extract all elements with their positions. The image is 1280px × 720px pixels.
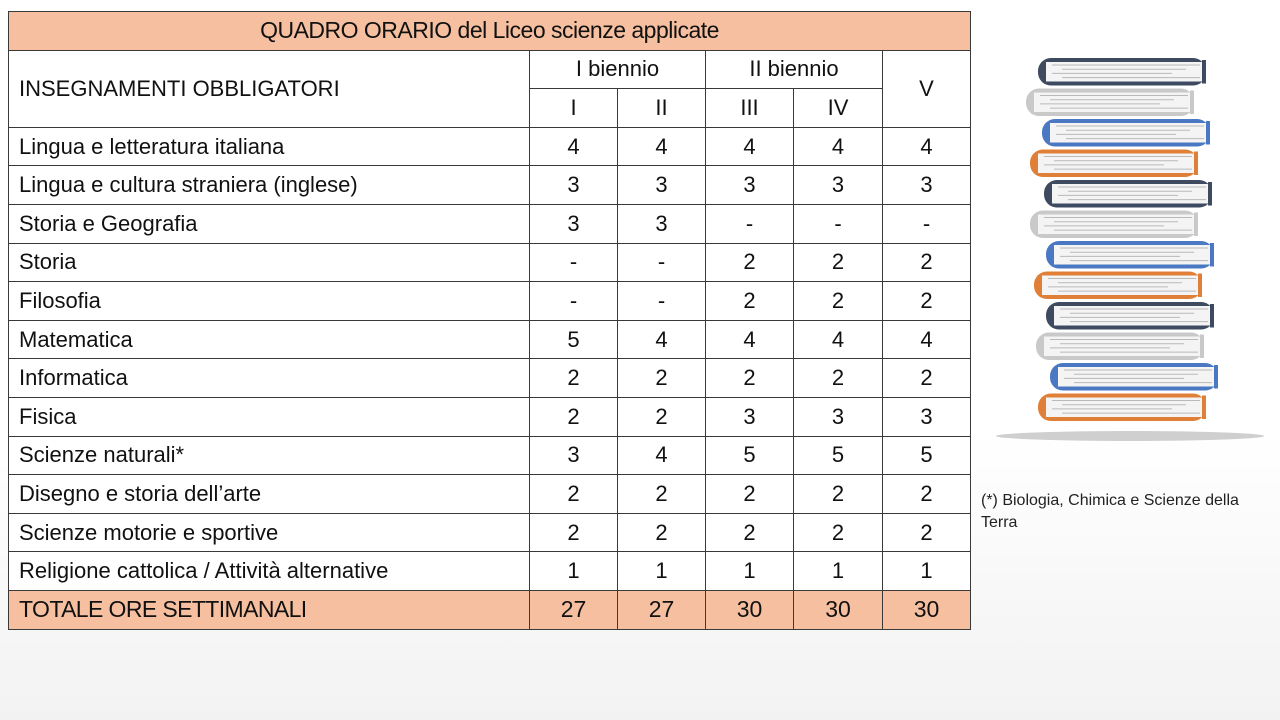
hours-cell: 2	[794, 359, 883, 398]
hours-cell: 4	[883, 320, 971, 359]
book	[1026, 89, 1194, 117]
group-header-i-biennio: I biennio	[530, 50, 706, 89]
hours-cell: 2	[706, 359, 794, 398]
hours-cell: 4	[794, 320, 883, 359]
total-cell: 27	[618, 590, 706, 629]
total-row	[9, 590, 971, 629]
hours-cell: 2	[618, 397, 706, 436]
table-row	[9, 320, 971, 359]
book	[1038, 394, 1206, 422]
hours-cell: 1	[794, 552, 883, 591]
total-label: TOTALE ORE SETTIMANALI	[9, 590, 530, 629]
hours-cell: 1	[883, 552, 971, 591]
hours-cell: 3	[618, 204, 706, 243]
hours-cell: 3	[618, 166, 706, 205]
subject-cell: Lingua e letteratura italiana	[9, 127, 530, 166]
hours-cell: -	[706, 204, 794, 243]
hours-cell: 2	[618, 513, 706, 552]
subject-cell: Scienze motorie e sportive	[9, 513, 530, 552]
hours-cell: 4	[618, 320, 706, 359]
hours-cell: 4	[618, 436, 706, 475]
book-stack-shadow	[996, 431, 1264, 441]
subject-cell: Informatica	[9, 359, 530, 398]
hours-cell: 2	[706, 243, 794, 282]
book	[1030, 150, 1198, 178]
hours-cell: 4	[706, 127, 794, 166]
hours-cell: 2	[794, 475, 883, 514]
footnote: (*) Biologia, Chimica e Scienze della Terra	[981, 492, 1239, 531]
subject-cell: Storia	[9, 243, 530, 282]
hours-cell: 3	[706, 166, 794, 205]
hours-cell: 2	[883, 513, 971, 552]
hours-cell: 3	[706, 397, 794, 436]
subject-cell: Lingua e cultura straniera (inglese)	[9, 166, 530, 205]
subjects-header: INSEGNAMENTI OBBLIGATORI	[9, 50, 530, 127]
hours-cell: 1	[706, 552, 794, 591]
total-cell: 27	[530, 590, 618, 629]
book	[1046, 302, 1214, 330]
book	[1042, 119, 1210, 147]
hours-cell: 4	[530, 127, 618, 166]
year-header-iii: III	[706, 89, 794, 128]
subject-cell: Disegno e storia dell’arte	[9, 475, 530, 514]
hours-cell: -	[530, 282, 618, 321]
hours-cell: 2	[794, 513, 883, 552]
hours-cell: 5	[883, 436, 971, 475]
subject-cell: Religione cattolica / Attività alternative	[9, 552, 530, 591]
hours-cell: 4	[883, 127, 971, 166]
hours-cell: 3	[530, 204, 618, 243]
books-group	[1026, 58, 1218, 421]
hours-cell: 2	[883, 243, 971, 282]
subject-cell: Fisica	[9, 397, 530, 436]
book	[1038, 58, 1206, 86]
hours-cell: 2	[706, 282, 794, 321]
year-header-v: V	[883, 50, 971, 127]
hours-cell: 2	[883, 282, 971, 321]
hours-cell: 1	[530, 552, 618, 591]
hours-cell: 2	[530, 359, 618, 398]
hours-cell: 3	[530, 436, 618, 475]
hours-cell: -	[618, 243, 706, 282]
hours-cell: 4	[618, 127, 706, 166]
subject-cell: Scienze naturali*	[9, 436, 530, 475]
hours-cell: 1	[618, 552, 706, 591]
hours-cell: 2	[706, 513, 794, 552]
year-header-iv: IV	[794, 89, 883, 128]
timetable	[8, 11, 971, 630]
hours-cell: -	[883, 204, 971, 243]
hours-cell: 2	[530, 397, 618, 436]
book	[1044, 180, 1212, 208]
table-row	[9, 397, 971, 436]
table-row	[9, 127, 971, 166]
hours-cell: 2	[883, 359, 971, 398]
table-row	[9, 166, 971, 205]
total-cell: 30	[706, 590, 794, 629]
book	[1036, 333, 1204, 361]
year-header-ii: II	[618, 89, 706, 128]
hours-cell: 4	[794, 127, 883, 166]
book	[1050, 363, 1218, 391]
hours-cell: -	[530, 243, 618, 282]
table-row	[9, 359, 971, 398]
book-stack-illustration	[994, 52, 1270, 447]
book	[1046, 241, 1214, 269]
subject-cell: Matematica	[9, 320, 530, 359]
hours-cell: -	[794, 204, 883, 243]
hours-cell: 3	[794, 166, 883, 205]
hours-cell: 2	[530, 513, 618, 552]
table-row	[9, 436, 971, 475]
total-cell: 30	[883, 590, 971, 629]
table-row	[9, 513, 971, 552]
hours-cell: 3	[883, 397, 971, 436]
hours-cell: 3	[530, 166, 618, 205]
hours-cell: 2	[883, 475, 971, 514]
total-cell: 30	[794, 590, 883, 629]
hours-cell: 5	[794, 436, 883, 475]
hours-cell: 3	[883, 166, 971, 205]
group-header-ii-biennio: II biennio	[706, 50, 883, 89]
subject-cell: Filosofia	[9, 282, 530, 321]
subject-cell: Storia e Geografia	[9, 204, 530, 243]
hours-cell: 5	[530, 320, 618, 359]
hours-cell: -	[618, 282, 706, 321]
table-row	[9, 243, 971, 282]
year-header-i: I	[530, 89, 618, 128]
hours-cell: 2	[530, 475, 618, 514]
table-row	[9, 475, 971, 514]
table-row	[9, 282, 971, 321]
book	[1034, 272, 1202, 300]
hours-cell: 2	[794, 282, 883, 321]
hours-cell: 2	[618, 475, 706, 514]
hours-cell: 2	[706, 475, 794, 514]
hours-cell: 3	[794, 397, 883, 436]
book	[1030, 211, 1198, 239]
table-row	[9, 204, 971, 243]
hours-cell: 2	[618, 359, 706, 398]
hours-cell: 4	[706, 320, 794, 359]
table-row	[9, 552, 971, 591]
hours-cell: 2	[794, 243, 883, 282]
table-title: QUADRO ORARIO del Liceo scienze applicate	[9, 12, 971, 51]
hours-cell: 5	[706, 436, 794, 475]
